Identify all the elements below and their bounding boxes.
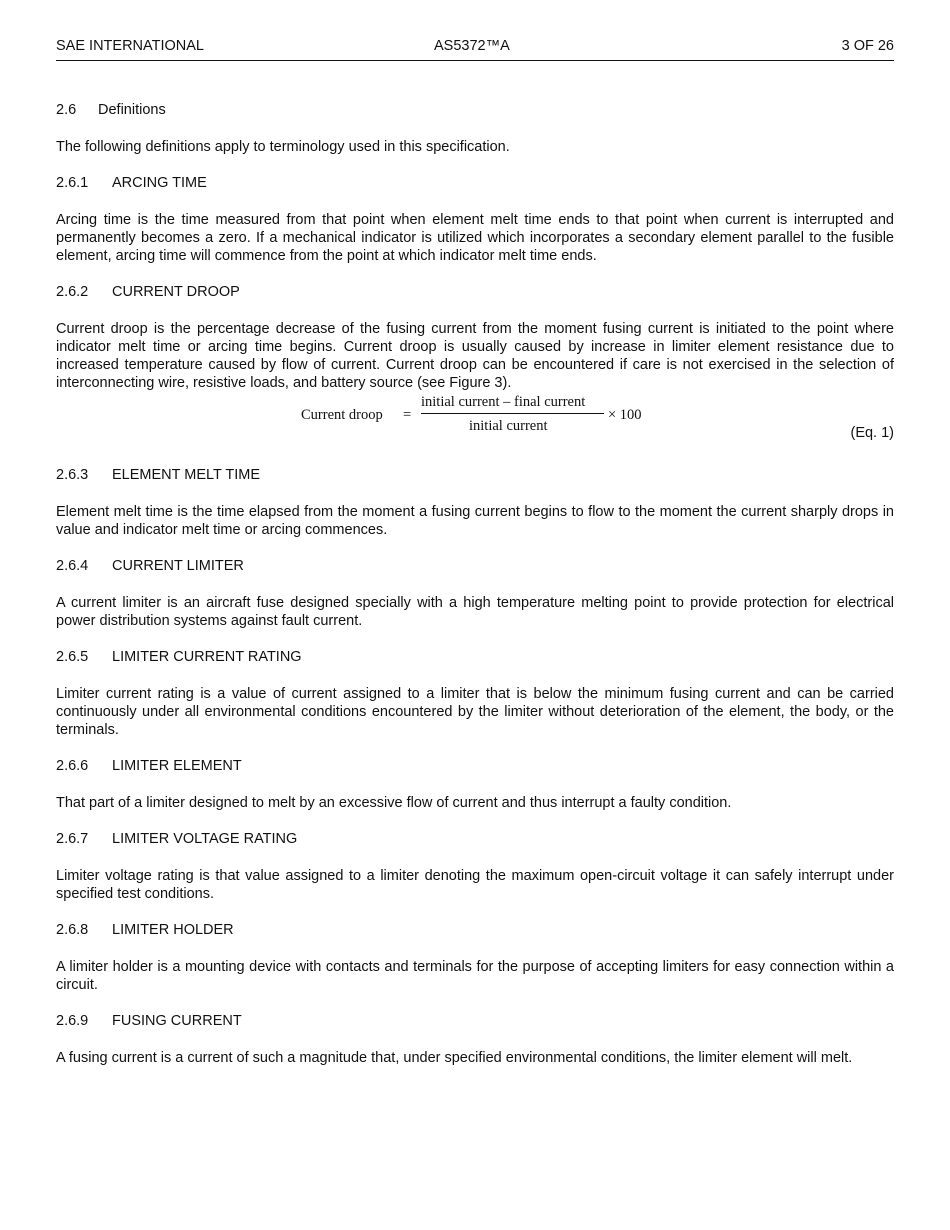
definition-heading-element-melt-time	[56, 466, 894, 484]
equation-label: (Eq. 1)	[850, 425, 894, 441]
section-number: 2.6	[56, 102, 77, 118]
section-heading	[56, 101, 894, 119]
definition-title: CURRENT LIMITER	[112, 558, 244, 574]
definition-number: 2.6.7	[56, 831, 89, 847]
definition-number: 2.6.6	[56, 758, 89, 774]
definition-number: 2.6.3	[56, 467, 89, 483]
definition-title: ARCING TIME	[112, 175, 207, 191]
definition-title: LIMITER ELEMENT	[112, 758, 242, 774]
definition-heading-limiter-voltage-rating	[56, 830, 894, 848]
definition-number: 2.6.2	[56, 284, 89, 300]
definition-heading-arcing-time	[56, 174, 894, 192]
definition-title: CURRENT DROOP	[112, 284, 240, 300]
definition-heading-limiter-holder	[56, 921, 894, 939]
definition-title: FUSING CURRENT	[112, 1013, 242, 1029]
page-header	[56, 38, 894, 61]
definition-text-limiter-current-rating: Limiter current rating is a value of current assigned to a limiter that is below the minimum fusing current and can be carried continuously under all environmental conditions encountered by the limiter without deterioration of the element, the body, or the terminals.	[56, 686, 894, 738]
definition-number: 2.6.9	[56, 1013, 89, 1029]
header-organization: SAE INTERNATIONAL	[56, 38, 204, 54]
equation-lhs: Current droop	[301, 407, 383, 423]
definition-heading-limiter-element	[56, 757, 894, 775]
equation-multiplier: × 100	[608, 407, 642, 423]
definition-title: LIMITER CURRENT RATING	[112, 649, 302, 665]
definition-title: LIMITER VOLTAGE RATING	[112, 831, 298, 847]
current-droop-equation	[56, 392, 894, 446]
definition-text-fusing-current: A fusing current is a current of such a magnitude that, under specified environmental conditions, the limiter element will melt.	[56, 1050, 853, 1066]
section-title: Definitions	[98, 102, 166, 118]
definition-heading-fusing-current	[56, 1012, 894, 1030]
definition-title: ELEMENT MELT TIME	[112, 467, 260, 483]
definition-text-limiter-element: That part of a limiter designed to melt by an excessive flow of current and thus interrupt a faulty condition.	[56, 795, 732, 811]
definition-title: LIMITER HOLDER	[112, 922, 234, 938]
definition-number: 2.6.1	[56, 175, 89, 191]
definition-text-arcing-time: Arcing time is the time measured from that point when element melt time ends to that point when current is interrupted and permanently becomes a zero. If a mechanical indicator is utilized which incorporates a secondary element parallel to the fusible element, arcing time will commence from the point at which indicator melt time ends.	[56, 212, 894, 264]
definition-text-limiter-holder: A limiter holder is a mounting device with contacts and terminals for the purpose of accepting limiters for easy connection within a circuit.	[56, 959, 894, 993]
definition-text-limiter-voltage-rating: Limiter voltage rating is that value assigned to a limiter denoting the maximum open-circuit voltage it can safely interrupt under specified test conditions.	[56, 868, 894, 902]
definition-number: 2.6.5	[56, 649, 89, 665]
definition-text-current-droop: Current droop is the percentage decrease of the fusing current from the moment fusing current is initiated to the point where indicator melt time or arcing time begins. Current droop is usually caused by increase in limiter element resistance due to increased temperature caused by flow of current. Current droop can be encountered if care is not exercised in the selection of interconnecting wire, resistive loads, and battery source (see Figure 3).	[56, 321, 894, 391]
equation-numerator: initial current – final current	[421, 394, 586, 410]
definition-text-current-limiter: A current limiter is an aircraft fuse designed specially with a high temperature melting point to provide protection for electrical power distribution systems against fault current.	[56, 595, 894, 629]
equation-equals-sign: =	[403, 407, 412, 423]
definition-heading-current-limiter	[56, 557, 894, 575]
header-page-number: 3 OF 26	[841, 38, 894, 54]
equation-denominator: initial current	[469, 418, 548, 434]
section-intro: The following definitions apply to terminology used in this specification.	[56, 139, 510, 155]
header-document-id: AS5372™A	[434, 38, 510, 54]
definition-heading-current-droop	[56, 283, 894, 301]
definition-text-element-melt-time: Element melt time is the time elapsed from the moment a fusing current begins to flow to the moment the current sharply drops in value and indicator melt time or arcing commences.	[56, 504, 894, 538]
document-body	[56, 101, 894, 1067]
definition-number: 2.6.4	[56, 558, 89, 574]
equation-fraction-bar	[421, 413, 604, 414]
definition-number: 2.6.8	[56, 922, 89, 938]
definition-heading-limiter-current-rating	[56, 648, 894, 666]
